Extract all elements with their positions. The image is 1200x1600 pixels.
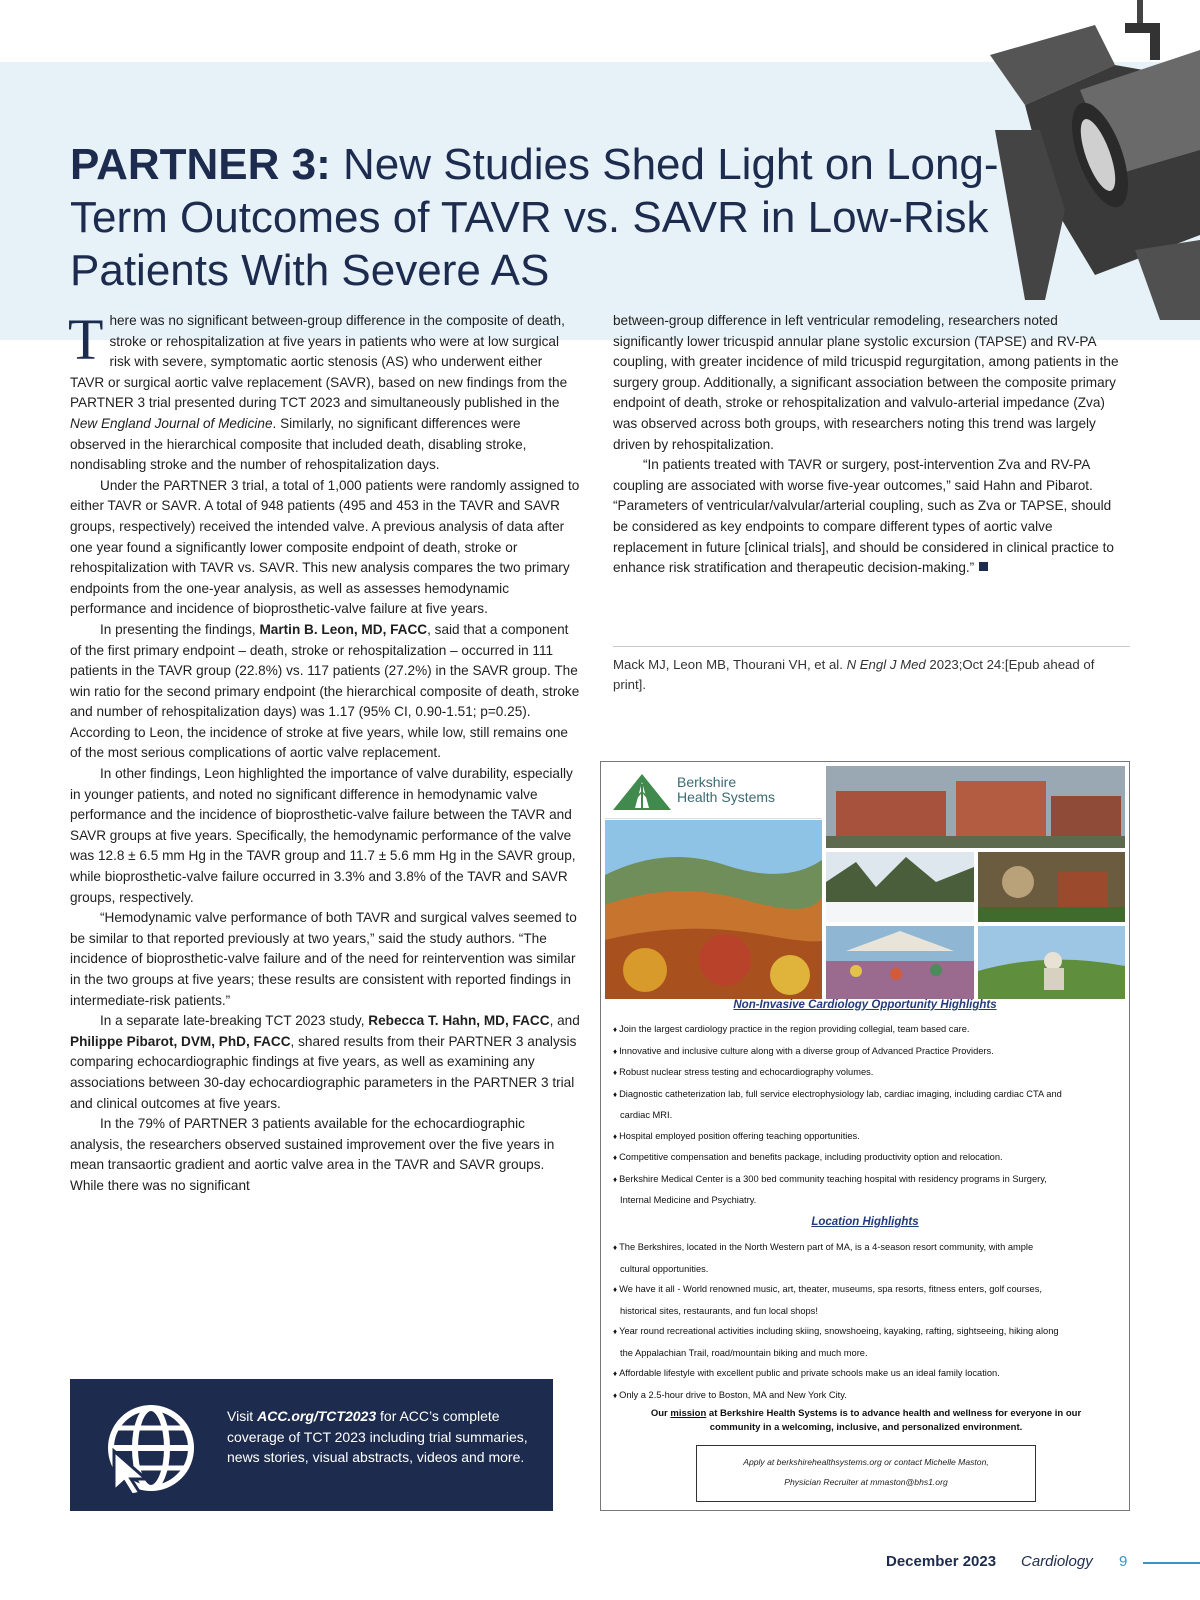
- apply-line-1: Apply at berkshirehealthsystems.org or contact Michelle Maston,: [743, 1457, 989, 1467]
- ad-list-item: [613, 1062, 1118, 1084]
- ad-list-item-continuation: Internal Medicine and Psychiatry.: [620, 1195, 757, 1205]
- ad-list-item: [613, 1084, 1118, 1126]
- reference-journal: N Engl J Med: [846, 657, 926, 672]
- headline: [70, 138, 1000, 297]
- mission-text: Our: [650, 1408, 671, 1419]
- visit-text: [227, 1406, 537, 1468]
- landscape-photo: [605, 820, 822, 999]
- article-paragraph-6: [70, 1011, 580, 1114]
- article-paragraph-4: In other findings, Leon highlighted the importance of valve durability, especially in younger patients, and noted no significant difference in hemodynamic valve performance and the incidence of bioprosthetic-valve failure between the TAVR and SAVR groups at five years. Specifically, the hemodynamic performance of the valve was 12.8 ± 6.5 mm Hg in the TAVR group and 11.7 ± 5.6 mm Hg in the SAVR group, while bioprosthetic-valve failure occurred in 3.3% and 3.8% of the TAVR and SAVR groups, respectively.: [70, 766, 576, 905]
- globe-cursor-icon: [106, 1403, 196, 1493]
- article-paragraph-7: In the 79% of PARTNER 3 patients available for the echocardiographic analysis, the researchers observed sustained improvement over the five years in mean transaortic gradient and aortic valve area in the TAVR and SAVR groups. While there was no significant: [70, 1116, 555, 1193]
- footer-publication: Cardiology: [1021, 1553, 1093, 1570]
- article-paragraph-3: [70, 620, 580, 764]
- diamond-bullet-icon: ♦: [613, 1153, 618, 1162]
- ad-list-item: [613, 1279, 1118, 1321]
- ad-section-title-opportunity: Non-Invasive Cardiology Opportunity Highlights: [733, 999, 997, 1011]
- ad-list-item: [613, 1237, 1118, 1279]
- article-paragraph-2: Under the PARTNER 3 trial, a total of 1,000 patients were randomly assigned to either TAVR or SAVR. A total of 948 patients (495 and 453 in the TAVR and SAVR groups, respectively) received the intended valve. A previous analysis of data after one year found a significantly lower composite endpoint of death, stroke or rehospitalization with TAVR vs. SAVR. This new analysis compares the two primary endpoints from the one-year analysis, as well as assesses hemodynamic performance and incidence of bioprosthetic-valve failure at five years.: [70, 477, 580, 617]
- mission-text: at Berkshire Health Systems is to advance health and wellness for everyone in our community in a welcoming, inclusive, and personalized environment.: [706, 1408, 1082, 1433]
- visit-suffix: for ACC’s complete coverage of TCT 2023 including trial summaries, news stories, visual abstracts, videos and more.: [227, 1408, 528, 1465]
- ad-list-item-text: Year round recreational activities including skiing, snowshoeing, kayaking, rafting, sightseeing, hiking along: [619, 1326, 1059, 1336]
- headline-bold: PARTNER 3:: [70, 140, 331, 189]
- diamond-bullet-icon: ♦: [613, 1369, 618, 1378]
- drop-cap: T: [68, 307, 104, 372]
- ad-list-item: [613, 1385, 1118, 1407]
- location-highlights-list: [613, 1237, 1118, 1406]
- page-number: 9: [1119, 1553, 1128, 1570]
- ad-list-item-text: Hospital employed position offering teaching opportunities.: [619, 1130, 860, 1141]
- page-footer: [0, 1548, 1200, 1578]
- market-photo: [978, 852, 1125, 922]
- reference-text: Mack MJ, Leon MB, Thourani VH, et al.: [613, 657, 847, 672]
- article-paragraph-7-continued: between-group difference in left ventricular remodeling, researchers noted significantly lower tricuspid annular plane systolic excursion (TAPSE) and RV-PA coupling, with greater incidence of mild tricuspid regurgitation, among patients in the surgery group. Additionally, a significant association between the composite primary endpoint of death, stroke or rehospitalization and valvulo-arterial impedance (Zva) was observed across both groups, with researchers noting this trend was largely driven by rehospitalization.: [613, 313, 1119, 452]
- article-column-left: [68, 307, 580, 1197]
- article-text: In presenting the findings,: [100, 621, 260, 637]
- ad-list-item-continuation: cultural opportunities.: [620, 1263, 709, 1274]
- ad-list-item-text: Only a 2.5-hour drive to Boston, MA and New York City.: [619, 1389, 847, 1400]
- ad-list-item: [613, 1147, 1118, 1169]
- article-text: , and: [549, 1013, 580, 1029]
- berkshire-logo-text: [677, 775, 775, 805]
- footer-date: December 2023: [886, 1553, 997, 1570]
- diamond-bullet-icon: ♦: [613, 1131, 618, 1141]
- mission-word: mission: [670, 1408, 707, 1419]
- ad-list-item-continuation: the Appalachian Trail, road/mountain biking and much more.: [620, 1347, 868, 1358]
- hospital-building-photo: [826, 766, 1125, 848]
- diamond-bullet-icon: ♦: [613, 1327, 618, 1336]
- logo-line-2: Health Systems: [677, 789, 776, 805]
- logo-line-1: Berkshire: [677, 774, 737, 790]
- berkshire-logo: [605, 766, 822, 819]
- acc-tct2023-link[interactable]: ACC.org/TCT2023: [257, 1408, 377, 1424]
- festival-crowd-photo: [826, 926, 974, 999]
- journal-name: New England Journal of Medicine: [70, 415, 273, 431]
- ad-list-item-text: We have it all - World renowned music, art, theater, museums, spa resorts, fitness enters, golf courses,: [619, 1284, 1042, 1294]
- ad-list-item-text: The Berkshires, located in the North Western part of MA, is a 4-season resort community, with ample: [619, 1242, 1034, 1252]
- article-text: In a separate late-breaking TCT 2023 study,: [100, 1013, 369, 1029]
- article-paragraph-8: [613, 455, 1125, 579]
- reference-citation: [613, 655, 1125, 695]
- ad-list-item-continuation: cardiac MRI.: [620, 1110, 673, 1120]
- diamond-bullet-icon: ♦: [613, 1068, 618, 1077]
- ad-list-item-text: Affordable lifestyle with excellent public and private schools make us an ideal family location.: [619, 1368, 1000, 1378]
- speaker-name: Martin B. Leon, MD, FACC: [259, 621, 428, 637]
- diamond-bullet-icon: ♦: [613, 1025, 618, 1034]
- ad-section-title-location: Location Highlights: [811, 1216, 919, 1228]
- ad-list-item-continuation: historical sites, restaurants, and fun local shops!: [620, 1305, 818, 1316]
- ad-list-item: [613, 1041, 1118, 1063]
- opportunity-highlights-list: [613, 1019, 1118, 1211]
- article-text: , shared results from their PARTNER 3 analysis comparing echocardiographic findings at five years, as well as examining any associations between 30-day echocardiographic parameters in the PARTNER 3 trial and clinical outcomes at five years.: [70, 1033, 577, 1111]
- article-text: . Similarly, no significant differences were observed in the hierarchical composite that included death, disabling stroke, nondisabling stroke and the number of rehospitalization days.: [70, 415, 527, 473]
- article-text: “In patients treated with TAVR or surgery, post-intervention Zva and RV-PA coupling are associated with worse five-year outcomes,” said Hahn and Pibarot. “Parameters of ventricular/valvular/arterial coupling, such as Zva or TAPSE, should be considered as key endpoints to compare different types of aortic valve replacement in future [clinical trials], and should be considered in clinical practice to enhance risk stratification and therapeutic decision-making.”: [613, 457, 1114, 576]
- visit-prefix: Visit: [227, 1408, 258, 1424]
- footer-rule: [1143, 1562, 1200, 1564]
- diamond-bullet-icon: ♦: [613, 1046, 618, 1056]
- speaker-name: Rebecca T. Hahn, MD, FACC: [368, 1013, 550, 1029]
- end-mark-icon: [979, 562, 988, 571]
- ad-list-item: [613, 1126, 1118, 1148]
- article-paragraph-1: [68, 307, 580, 476]
- ad-mission-statement: [641, 1407, 1091, 1435]
- diamond-bullet-icon: ♦: [613, 1243, 618, 1252]
- apply-line-2: Physician Recruiter at mmaston@bhs1.org: [784, 1477, 948, 1487]
- ad-list-item: [613, 1321, 1118, 1363]
- diamond-bullet-icon: ♦: [613, 1390, 618, 1400]
- article-text: here was no significant between-group difference in the composite of death, stroke or rehospitalization at five years in patients who were at low surgical risk with severe, symptomatic aortic stenosis (AS) who underwent either TAVR or surgical aortic valve replacement (SAVR), based on new findings from the PARTNER 3 trial presented during TCT 2023 and simultaneously published in the: [70, 313, 568, 411]
- article-text: , said that a component of the first primary endpoint – death, stroke or rehospitalization – occurred in 111 patients in the TAVR group (22.8%) vs. 117 patients (27.2%) in the SAVR group. The win ratio for the second primary endpoint (the hierarchical composite of death, stroke and number of rehospitalization days) was 1.17 (95% CI, 0.90-1.51; p=0.25). According to Leon, the incidence of stroke at five years, while low, still remains one of the most serious complications of aortic valve replacement.: [70, 621, 580, 761]
- diamond-bullet-icon: ♦: [613, 1089, 618, 1099]
- hiker-photo: [978, 926, 1125, 999]
- ad-list-item: [613, 1363, 1118, 1385]
- winter-photo: [826, 852, 974, 922]
- ad-list-item-text: Competitive compensation and benefits package, including productivity option and relocation.: [619, 1152, 1003, 1162]
- reference-text: 2023;Oct 24:[Epub ahead of print].: [613, 657, 1095, 692]
- article-column-right: [613, 311, 1125, 579]
- ad-list-item-text: Join the largest cardiology practice in the region providing collegial, team based care.: [619, 1024, 970, 1034]
- ad-list-item-text: Diagnostic catheterization lab, full service electrophysiology lab, cardiac imaging, including cardiac CTA and: [619, 1088, 1062, 1099]
- ad-photo-collage: [605, 766, 1125, 999]
- berkshire-logo-icon: [611, 772, 673, 814]
- diamond-bullet-icon: ♦: [613, 1174, 618, 1184]
- visit-callout-box: [70, 1379, 553, 1511]
- ad-list-item-text: Innovative and inclusive culture along with a diverse group of Advanced Practice Providers.: [619, 1045, 994, 1056]
- reference-divider: [613, 646, 1130, 647]
- ad-list-item: [613, 1019, 1118, 1041]
- berkshire-advertisement: [600, 761, 1130, 1511]
- article-paragraph-5: “Hemodynamic valve performance of both TAVR and surgical valves seemed to be similar to that reported previously at two years,” said the study authors. “The incidence of bioprosthetic-valve failure and of the need for reintervention was similar in the two groups at five years; these results are consistent with reported findings in intermediate-risk patients.”: [70, 910, 577, 1008]
- ad-list-item-text: Robust nuclear stress testing and echocardiography volumes.: [619, 1067, 874, 1077]
- speaker-name: Philippe Pibarot, DVM, PhD, FACC: [70, 1033, 291, 1049]
- ad-apply-box: [696, 1445, 1036, 1502]
- ad-list-item-text: Berkshire Medical Center is a 300 bed community teaching hospital with residency programs in Surgery,: [619, 1173, 1047, 1184]
- diamond-bullet-icon: ♦: [613, 1285, 618, 1294]
- headline-rest: New Studies Shed Light on Long-Term Outcomes of TAVR vs. SAVR in Low-Risk Patients With Severe AS: [70, 140, 999, 295]
- ad-list-item: [613, 1169, 1118, 1211]
- spotlight-icon: [985, 0, 1200, 320]
